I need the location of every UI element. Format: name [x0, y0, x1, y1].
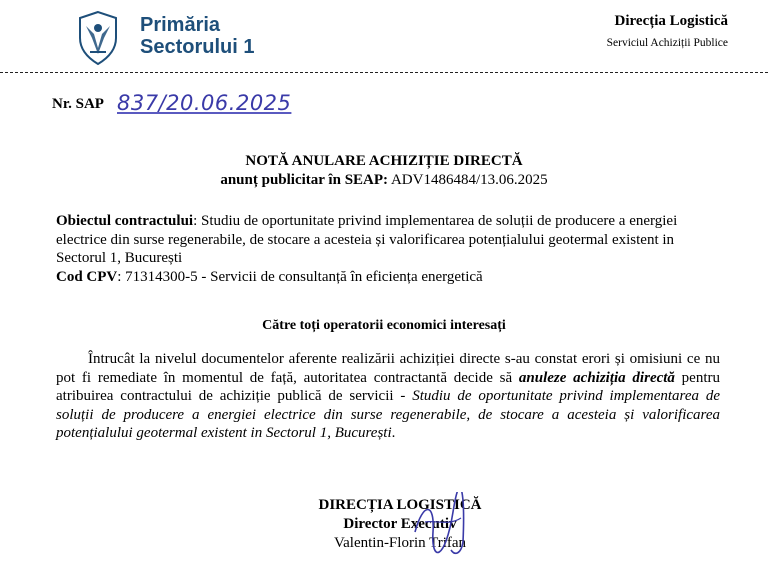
brand-line-1: Primăria [140, 14, 221, 36]
announcement-label: anunț publicitar în SEAP: [220, 172, 389, 188]
contract-object-text: : Studiu de oportunitate privind implementarea de soluții de producere a energiei electrice din surse regenerabile, de stocare a acesteia și valorificarea potențialului geotermal existent in Sectorul 1, București [56, 213, 678, 266]
cpv-label: Cod CPV [56, 268, 118, 285]
document-subtitle [0, 172, 768, 189]
body-end: . [391, 425, 396, 441]
body-part-1: Întrucât la nivelul documentelor aferente realizării achiziției directe s-au constat erori și omisiuni ce nu pot fi remediate în momentul de față, autoritatea contractantă decide să [56, 351, 720, 386]
brand-line-2: Sectorului 1 [140, 36, 255, 58]
cpv-text: : 71314300-5 - Servicii de consultanță în eficiența energetică [117, 268, 483, 285]
signature-block [250, 496, 550, 553]
contract-object-label: Obiectul contractului [56, 213, 194, 229]
body-part-2: pentru atribuirea contractului de achiziție publică de servicii - [56, 369, 720, 404]
brand-title [140, 14, 254, 58]
department-title: Direcția Logistică [614, 13, 728, 29]
header-separator [0, 72, 768, 73]
coat-of-arms-logo [68, 8, 128, 68]
addressee-heading: Către toți operatorii economici interesați [262, 318, 506, 333]
reference-label: Nr. SAP [52, 96, 104, 112]
announcement-value: ADV1486484/13.06.2025 [388, 172, 548, 188]
cpv-code [56, 268, 720, 287]
signature-role: Director Executiv [343, 516, 457, 532]
signature-name: Valentin-Florin Trifan [333, 535, 467, 551]
handwritten-reference-number: 837/20.06.2025 [117, 91, 292, 115]
cancellation-emphasis: anuleze achiziția directă [518, 369, 675, 386]
handwritten-signature [405, 492, 475, 562]
contract-object [56, 212, 720, 268]
body-italic-object: Studiu de oportunitate privind implementarea de soluții de producere a energiei electrice din surse regenerabile, de stocare a acesteia și valorificarea potențialului geotermal existent in Sectorul 1, București [56, 388, 720, 441]
department-subtitle: Serviciul Achiziții Publice [606, 37, 728, 49]
signature-department: DIRECȚIA LOGISTICĂ [318, 497, 482, 513]
contract-object-section [56, 212, 720, 286]
body-paragraph [56, 350, 720, 443]
department-block [607, 12, 728, 52]
document-title: NOTĂ ANULARE ACHIZIȚIE DIRECTĂ [245, 153, 523, 169]
